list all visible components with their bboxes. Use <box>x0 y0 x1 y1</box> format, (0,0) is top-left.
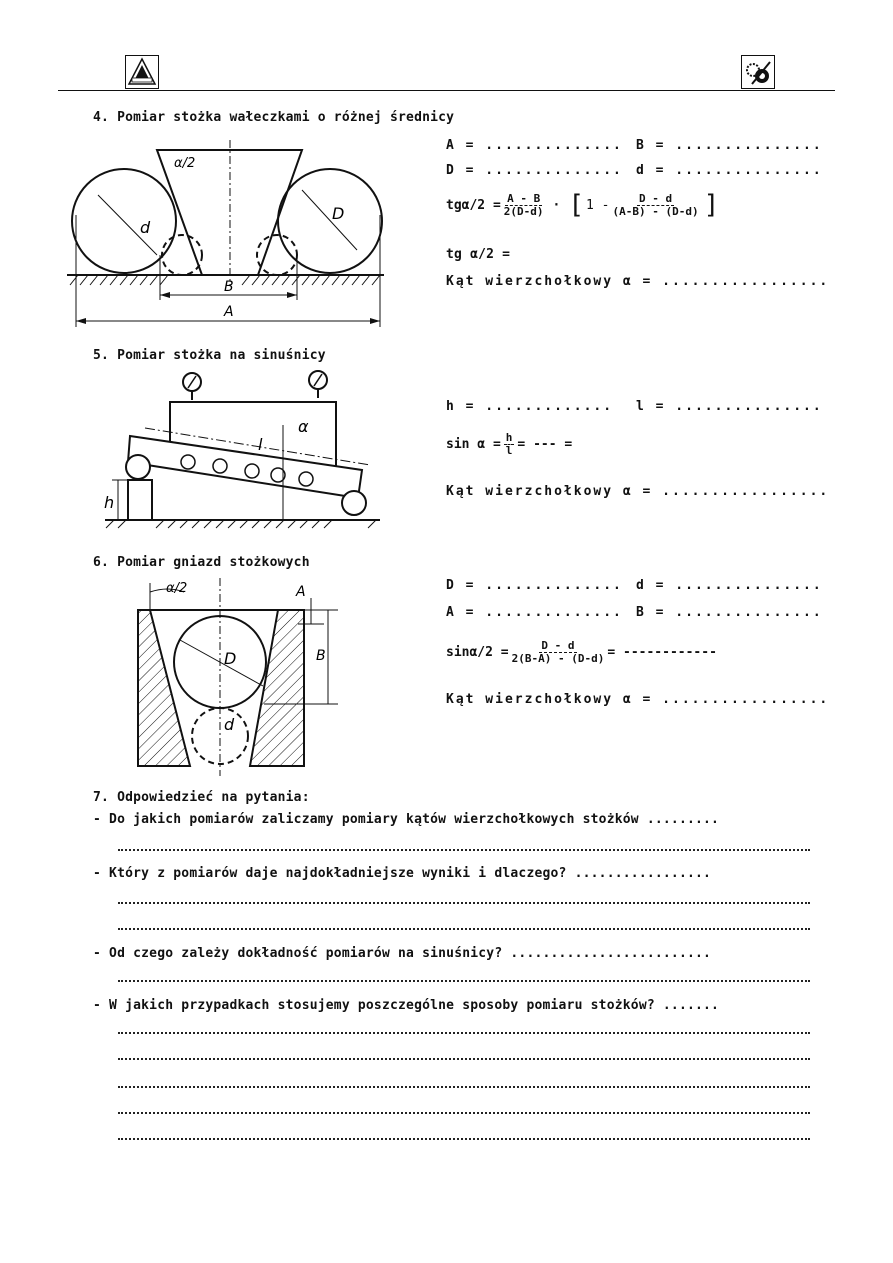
s4-fraction-1 <box>504 193 544 218</box>
fig6-label-D: D <box>224 649 237 668</box>
s6-angle-result: Kąt wierzchołkowy α = ................. <box>446 692 830 707</box>
fig6-label-d: d <box>224 715 235 734</box>
s6-formula-lhs: sinα/2 = <box>446 645 509 660</box>
figure-cone-rollers <box>62 135 392 330</box>
section-6-heading: 6. Pomiar gniazd stożkowych <box>93 555 310 570</box>
s6-fraction <box>512 640 605 665</box>
s4-d-field: d = ............... <box>636 163 823 178</box>
figure-conical-socket <box>128 578 348 778</box>
s4-D-field: D = .............. <box>446 163 623 178</box>
s4-formula-one-minus: 1 - <box>586 197 610 213</box>
s5-sin-fraction <box>504 432 515 457</box>
s4-tg-result: tg α/2 = <box>446 247 511 262</box>
s6-A-field: A = .............. <box>446 605 623 620</box>
figure-sine-bar <box>100 370 390 530</box>
s6-formula-rest: = ------------ <box>607 645 717 660</box>
fig4-label-D: D <box>332 204 345 223</box>
answer-line-2[interactable] <box>118 902 810 904</box>
s4-left-bracket: [ <box>568 190 585 220</box>
header-rule <box>58 90 835 91</box>
s5-h-field: h = ............. <box>446 399 614 414</box>
s4-right-bracket: ] <box>703 190 720 220</box>
s5-l-field: l = ............... <box>636 399 823 414</box>
s5-angle-result: Kąt wierzchołkowy α = ................. <box>446 484 830 499</box>
s6-fraction-num: D - d <box>541 639 575 652</box>
s6-d-field: d = ............... <box>636 578 823 593</box>
s5-sin-rest: = --- = <box>517 437 573 452</box>
answer-line-5[interactable] <box>118 1032 810 1034</box>
s4-fraction-1-num: A - B <box>507 191 541 205</box>
question-3: - Od czego zależy dokładność pomiarów na sinuśnicy? ......................... <box>93 946 712 961</box>
answer-line-3[interactable] <box>118 928 810 930</box>
s4-A-field: A = .............. <box>446 138 623 153</box>
s6-B-field: B = ............... <box>636 605 823 620</box>
fig4-label-half-angle: α/2 <box>174 156 196 171</box>
s6-D-field: D = .............. <box>446 578 623 593</box>
s4-fraction-2-den: (A-B) - (D-d) <box>612 204 699 218</box>
s4-formula-lhs: tgα/2 = <box>446 197 501 213</box>
s6-sin-formula <box>446 640 717 665</box>
question-2: - Który z pomiarów daje najdokładniejsze wyniki i dlaczego? ................. <box>93 866 712 881</box>
answer-line-6[interactable] <box>118 1058 810 1060</box>
question-1: - Do jakich pomiarów zaliczamy pomiary kątów wierzchołkowych stożków ......... <box>93 812 720 827</box>
s5-sin-den: l <box>505 444 513 457</box>
answer-line-1[interactable] <box>118 849 810 851</box>
fig4-label-A: A <box>224 304 234 320</box>
fig5-label-l: l <box>258 435 263 454</box>
right-logo-icon <box>741 55 775 89</box>
fig4-label-B: B <box>224 279 234 295</box>
answer-line-4[interactable] <box>118 980 810 982</box>
fig6-label-A: A <box>296 584 306 600</box>
fig6-label-half-angle: α/2 <box>166 581 188 596</box>
s5-sin-lhs: sin α = <box>446 437 501 452</box>
s5-sin-formula <box>446 432 572 457</box>
section-4-heading: 4. Pomiar stożka wałeczkami o różnej średnicy <box>93 110 455 125</box>
left-logo-icon <box>125 55 159 89</box>
fig5-label-h: h <box>104 493 115 512</box>
s4-fraction-2-num: D - d <box>639 191 673 205</box>
s4-tg-formula <box>446 192 721 218</box>
s5-sin-num: h <box>505 431 513 444</box>
s4-angle-result: Kąt wierzchołkowy α = ................. <box>446 274 830 289</box>
section-5-heading: 5. Pomiar stożka na sinuśnicy <box>93 348 326 363</box>
fig4-label-d: d <box>140 218 151 237</box>
answer-line-7[interactable] <box>118 1086 810 1088</box>
fig5-label-alpha: α <box>298 417 309 436</box>
question-4: - W jakich przypadkach stosujemy poszczególne sposoby pomiaru stożków? ....... <box>93 998 720 1013</box>
s4-fraction-2 <box>613 193 699 218</box>
s4-formula-dot: · <box>552 197 561 213</box>
s6-fraction-den: 2(B-A) - (D-d) <box>511 652 605 665</box>
fig6-label-B: B <box>316 648 326 664</box>
s4-fraction-1-den: 2(D-d) <box>503 204 544 218</box>
s4-B-field: B = ............... <box>636 138 823 153</box>
answer-line-8[interactable] <box>118 1112 810 1114</box>
answer-line-9[interactable] <box>118 1138 810 1140</box>
section-7-heading: 7. Odpowiedzieć na pytania: <box>93 790 310 805</box>
